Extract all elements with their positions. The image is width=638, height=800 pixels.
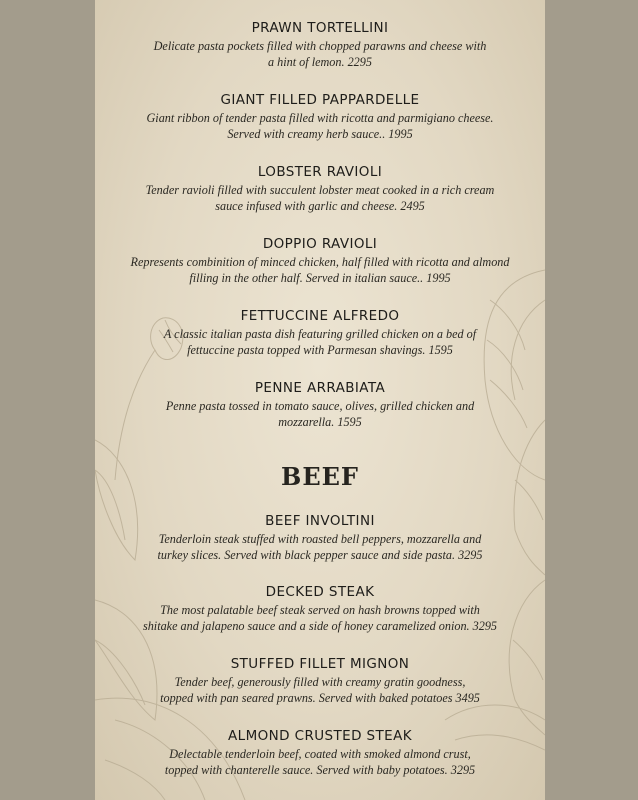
desc-line: The most palatable beef steak served on hash browns topped with: [160, 603, 480, 617]
dish-description: [95, 39, 545, 70]
desc-line: topped with pan seared prawns. Served with baked potatoes 3495: [160, 690, 480, 705]
menu-page: [95, 0, 545, 800]
dish-description: [95, 399, 545, 430]
dish-name: PENNE ARRABIATA: [254, 380, 386, 396]
menu-item: [95, 513, 545, 563]
dish-name: DOPPIO RAVIOLI: [262, 236, 378, 252]
dish-name: GIANT FILLED PAPPARDELLE: [220, 92, 420, 108]
dish-description: [95, 532, 545, 563]
dish-name: STUFFED FILLET MIGNON: [230, 656, 410, 672]
desc-line: topped with chanterelle sauce. Served with baby potatoes. 3295: [164, 762, 476, 777]
dish-description: [95, 747, 545, 778]
desc-line: Tender ravioli filled with succulent lobster meat cooked in a rich cream: [145, 183, 495, 197]
dish-name: ALMOND CRUSTED STEAK: [228, 728, 412, 744]
desc-line: Tender beef, generously filled with creamy gratin goodness,: [174, 675, 466, 689]
dish-name: PRAWN TORTELLINI: [251, 20, 389, 36]
dish-description: [95, 183, 545, 214]
desc-line: A classic italian pasta dish featuring grilled chicken on a bed of: [163, 327, 477, 341]
menu-item: [95, 308, 545, 358]
desc-line: turkey slices. Served with black pepper sauce and side pasta. 3295: [157, 547, 483, 562]
dish-name: FETTUCCINE ALFREDO: [240, 308, 400, 324]
dish-description: [95, 255, 545, 286]
dish-name: DECKED STEAK: [265, 584, 375, 600]
menu-item: [95, 236, 545, 286]
menu-item: [95, 380, 545, 430]
desc-line: filling in the other half. Served in italian sauce.. 1995: [189, 270, 451, 285]
desc-line: Represents combinition of minced chicken, half filled with ricotta and almond: [130, 255, 510, 269]
menu-item: [95, 656, 545, 706]
dish-description: [95, 603, 545, 634]
desc-line: Delicate pasta pockets filled with chopped parawns and cheese with: [153, 39, 487, 53]
menu-item: [95, 164, 545, 214]
dish-name: BEEF INVOLTINI: [265, 513, 375, 529]
desc-line: Delectable tenderloin beef, coated with smoked almond crust,: [169, 747, 471, 761]
menu-item: [95, 728, 545, 778]
desc-line: shitake and jalapeno sauce and a side of honey caramelized onion. 3295: [142, 618, 498, 633]
desc-line: Tenderloin steak stuffed with roasted bell peppers, mozzarella and: [158, 532, 482, 546]
desc-line: Penne pasta tossed in tomato sauce, olives, grilled chicken and: [165, 399, 475, 413]
dish-description: [95, 327, 545, 358]
desc-line: Served with creamy herb sauce.. 1995: [227, 126, 413, 141]
dish-description: [95, 675, 545, 706]
desc-line: mozzarella. 1595: [278, 414, 362, 429]
section-title-beef: BEEF: [281, 462, 359, 491]
menu-item: [95, 584, 545, 634]
dish-name: LOBSTER RAVIOLI: [257, 164, 383, 180]
menu-item: [95, 92, 545, 142]
desc-line: fettuccine pasta topped with Parmesan shavings. 1595: [187, 342, 453, 357]
desc-line: sauce infused with garlic and cheese. 2495: [215, 198, 425, 213]
desc-line: a hint of lemon. 2295: [268, 54, 372, 69]
menu-item: [95, 20, 545, 70]
desc-line: Giant ribbon of tender pasta filled with ricotta and parmigiano cheese.: [146, 111, 494, 125]
dish-description: [95, 111, 545, 142]
